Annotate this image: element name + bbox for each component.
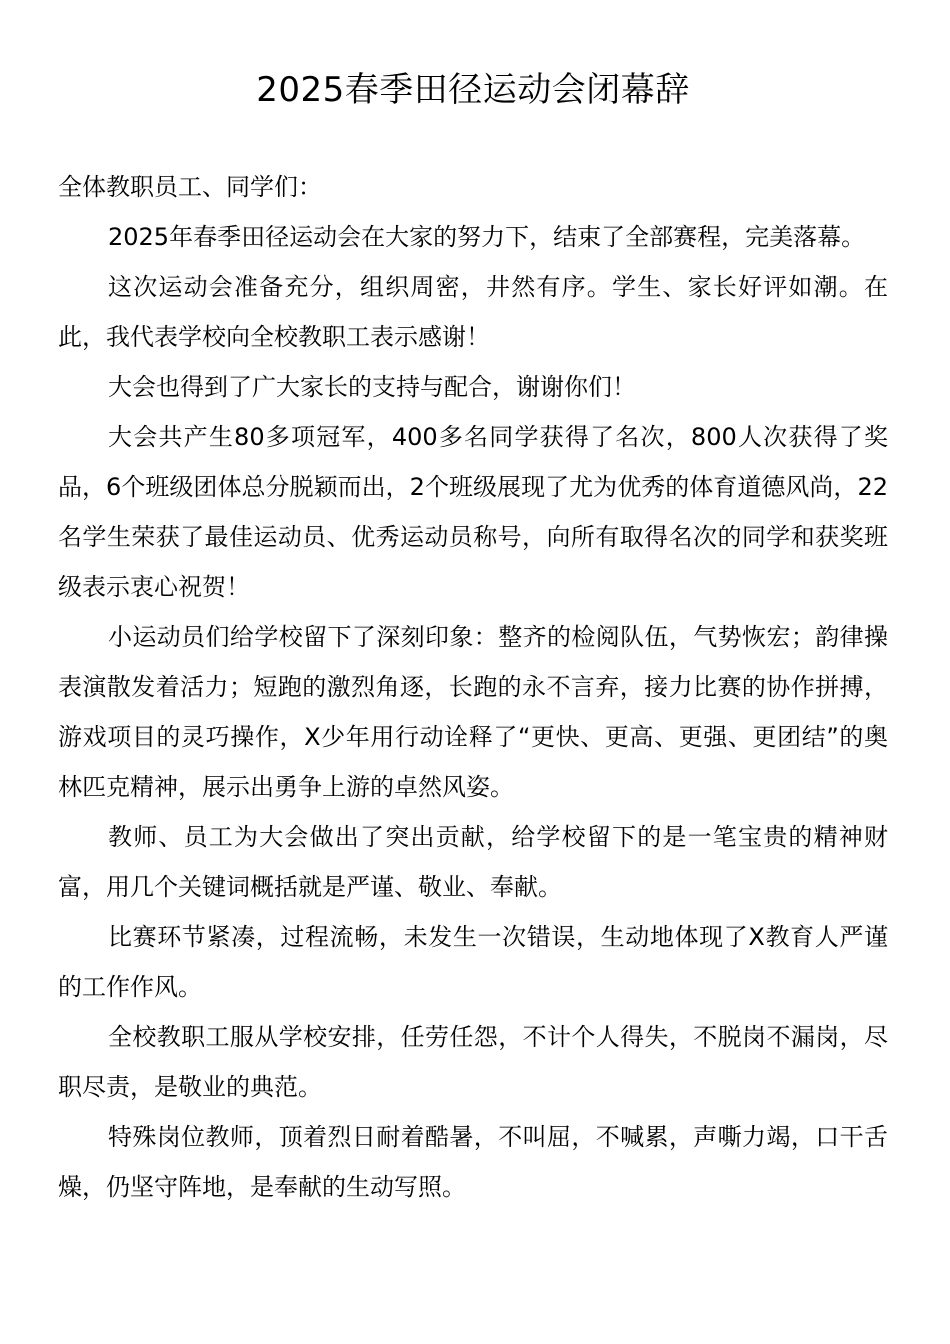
paragraph-5: 小运动员们给学校留下了深刻印象：整齐的检阅队伍，气势恢宏；韵律操表演散发着活力；短跑的激烈角逐，长跑的永不言弃，接力比赛的协作拼搏，游戏项目的灵巧操作，X少年用行动诠释了“更快、更高、更强、更团结”的奥林匹克精神，展示出勇争上游的卓然风姿。 [58,623,888,801]
paragraph-2: 这次运动会准备充分，组织周密，井然有序。学生、家长好评如潮。在此，我代表学校向全校教职工表示感谢！ [58,273,888,351]
document-title: 2025春季田径运动会闭幕辞 [256,70,690,110]
paragraph-3: 大会也得到了广大家长的支持与配合，谢谢你们！ [108,373,636,401]
paragraph-8: 全校教职工服从学校安排，任劳任怨，不计个人得失，不脱岗不漏岗，尽职尽责，是敬业的典范。 [58,1023,888,1101]
paragraph-1: 2025年春季田径运动会在大家的努力下，结束了全部赛程，完美落幕。 [108,223,866,251]
paragraph-7: 比赛环节紧凑，过程流畅，未发生一次错误，生动地体现了X教育人严谨的工作作风。 [58,923,888,1001]
paragraph-4: 大会共产生80多项冠军，400多名同学获得了名次，800人次获得了奖品，6个班级团体总分脱颖而出，2个班级展现了尤为优秀的体育道德风尚，22名学生荣获了最佳运动员、优秀运动员称号，向所有取得名次的同学和获奖班级表示衷心祝贺！ [58,423,888,601]
paragraph-6: 教师、员工为大会做出了突出贡献，给学校留下的是一笔宝贵的精神财富，用几个关键词概括就是严谨、敬业、奉献。 [58,823,888,901]
paragraph-9: 特殊岗位教师，顶着烈日耐着酷暑，不叫屈，不喊累，声嘶力竭，口干舌燥，仍坚守阵地，是奉献的生动写照。 [58,1123,888,1201]
salutation: 全体教职员工、同学们： [58,173,322,201]
